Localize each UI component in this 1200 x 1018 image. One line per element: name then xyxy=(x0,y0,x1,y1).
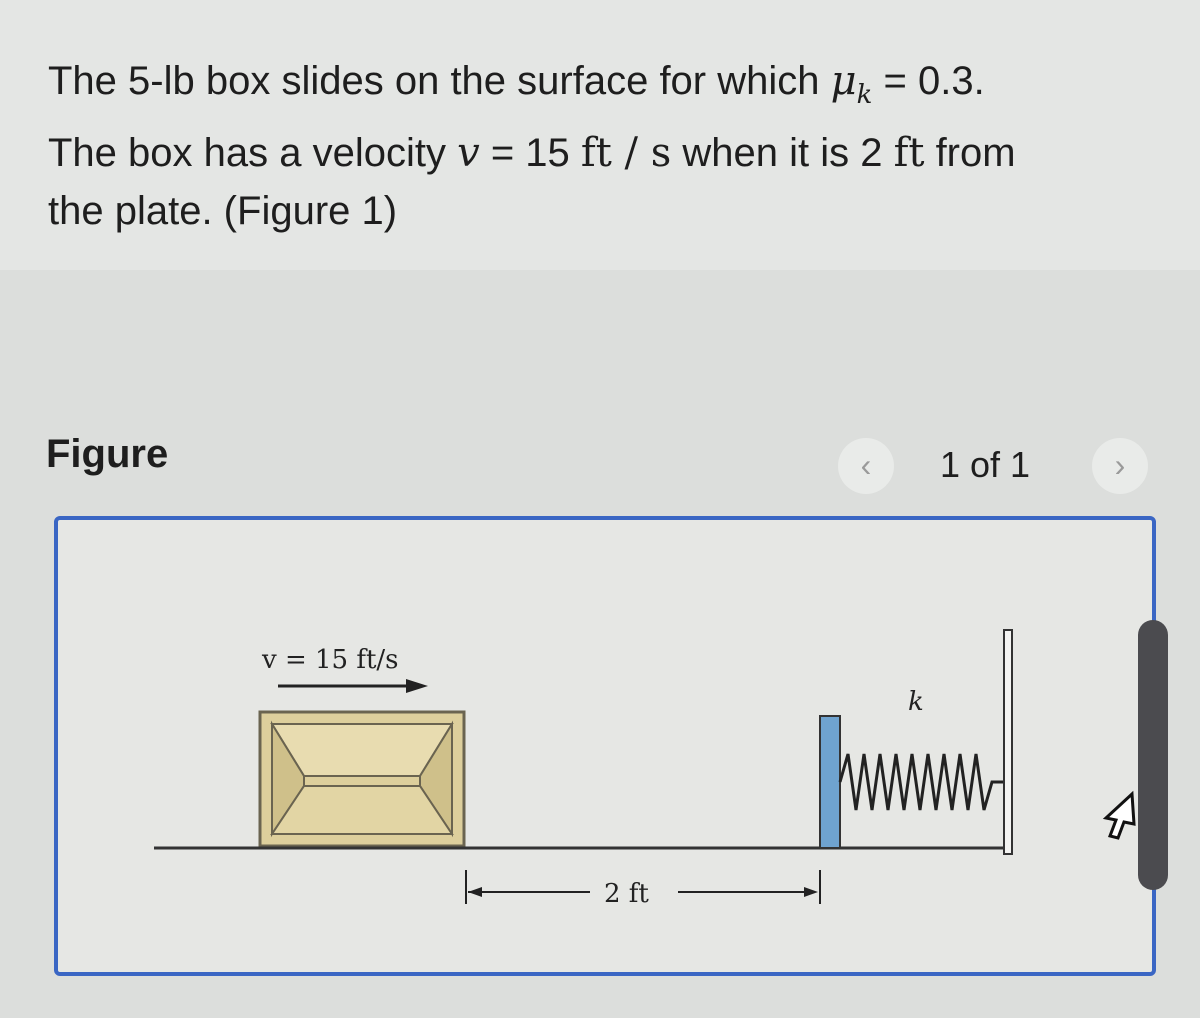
unit-ft: ft xyxy=(893,130,925,176)
figure-diagram xyxy=(58,520,1152,972)
problem-line2-after: when it is 2 xyxy=(671,131,894,175)
unit-ft-per-s: ft / s xyxy=(580,130,672,176)
spring-label: k xyxy=(908,687,924,717)
problem-line2-middle: = 15 xyxy=(479,131,581,175)
velocity-label: v = 15 ft/s xyxy=(262,645,399,675)
problem-line2-end: from xyxy=(924,131,1016,175)
problem-line1-end: = 0.3. xyxy=(872,59,985,103)
prev-figure-button[interactable] xyxy=(838,438,894,494)
spring xyxy=(840,754,1006,810)
wall xyxy=(1004,630,1012,854)
figure-scrollbar[interactable] xyxy=(1138,620,1168,890)
plate xyxy=(820,716,840,848)
distance-label: 2 ft xyxy=(604,879,649,909)
scrollbar-thumb[interactable] xyxy=(1138,620,1168,890)
sliding-box xyxy=(260,712,464,846)
mu-subscript: k xyxy=(856,80,873,110)
figure-frame[interactable] xyxy=(54,516,1156,976)
problem-statement xyxy=(48,52,1128,240)
velocity-arrow xyxy=(278,679,428,693)
velocity-symbol: v xyxy=(457,130,480,176)
problem-panel xyxy=(0,0,1200,270)
figure-title: Figure xyxy=(46,432,169,476)
problem-line1-start: The 5-lb box slides on the surface for which xyxy=(48,59,831,103)
problem-line3: the plate. (Figure 1) xyxy=(48,189,398,233)
chevron-left-icon: ‹ xyxy=(860,447,872,483)
mu-symbol: μ xyxy=(830,58,857,104)
next-figure-button[interactable] xyxy=(1092,438,1148,494)
problem-line2-start: The box has a velocity xyxy=(48,131,458,175)
figure-header xyxy=(0,410,1200,520)
mouse-cursor-icon xyxy=(1102,790,1138,840)
chevron-right-icon: › xyxy=(1114,447,1126,483)
figure-pager: 1 of 1 xyxy=(940,444,1031,485)
